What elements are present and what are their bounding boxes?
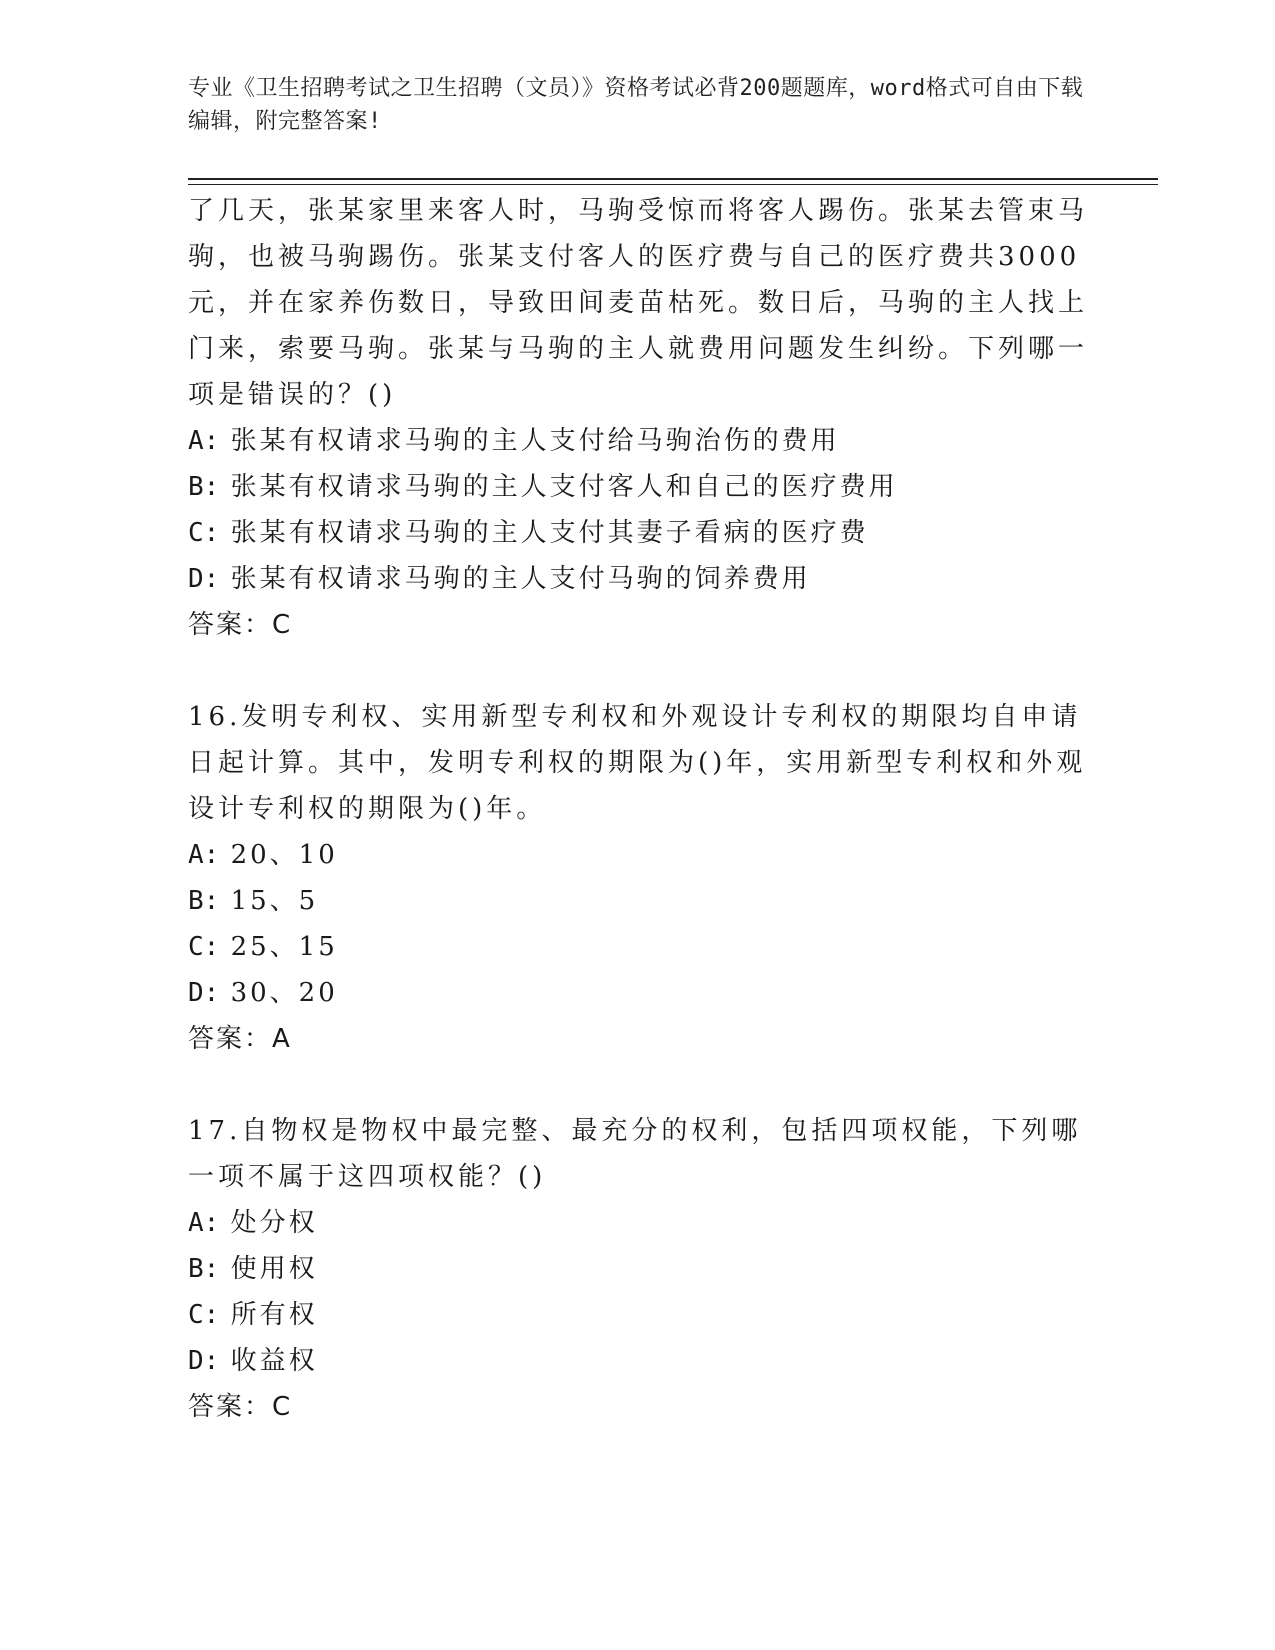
question-gap	[188, 1062, 1088, 1108]
question-list	[188, 188, 1088, 1430]
option-letter: B:	[188, 886, 220, 916]
answer-line: 答案：C	[188, 1392, 293, 1422]
option-text: 使用权	[230, 1254, 318, 1284]
option-letter: A:	[188, 1208, 220, 1238]
option-c	[188, 510, 1088, 556]
answer-line: 答案：A	[188, 1024, 292, 1054]
option-letter: C:	[188, 932, 220, 962]
option-letter: D:	[188, 1346, 220, 1376]
option-b	[188, 1246, 1088, 1292]
option-letter: A:	[188, 840, 220, 870]
option-letter: B:	[188, 472, 220, 502]
option-text: 30、20	[230, 978, 338, 1008]
option-d	[188, 970, 1088, 1016]
question-stem: 16.发明专利权、实用新型专利权和外观设计专利权的期限均自申请日起计算。其中，发明专利权的期限为()年，实用新型专利权和外观设计专利权的期限为()年。	[188, 702, 1087, 824]
option-letter: A:	[188, 426, 220, 456]
option-text: 张某有权请求马驹的主人支付给马驹治伤的费用	[230, 426, 840, 456]
option-text: 收益权	[230, 1346, 318, 1376]
option-text: 所有权	[230, 1300, 318, 1330]
option-a	[188, 832, 1088, 878]
question-block	[188, 1108, 1088, 1430]
question-block	[188, 694, 1088, 1062]
option-text: 20、10	[230, 840, 338, 870]
option-letter: D:	[188, 978, 220, 1008]
option-letter: D:	[188, 564, 220, 594]
option-text: 25、15	[230, 932, 338, 962]
option-d	[188, 1338, 1088, 1384]
page-header: 专业《卫生招聘考试之卫生招聘（文员）》资格考试必背200题题库，word格式可自由下载编辑，附完整答案!	[188, 76, 1084, 134]
option-letter: C:	[188, 1300, 220, 1330]
option-a	[188, 418, 1088, 464]
option-text: 15、5	[230, 886, 319, 916]
option-b	[188, 878, 1088, 924]
header-rule-thin	[188, 184, 1158, 185]
option-b	[188, 464, 1088, 510]
question-block	[188, 188, 1088, 648]
option-text: 处分权	[230, 1208, 318, 1238]
option-text: 张某有权请求马驹的主人支付客人和自己的医疗费用	[230, 472, 898, 502]
option-d	[188, 556, 1088, 602]
question-gap	[188, 648, 1088, 694]
option-letter: C:	[188, 518, 220, 548]
question-stem: 了几天，张某家里来客人时，马驹受惊而将客人踢伤。张某去管束马驹，也被马驹踢伤。张某支付客人的医疗费与自己的医疗费共3000元，并在家养伤数日，导致田间麦苗枯死。数日后，马驹的主人找上门来，索要马驹。张某与马驹的主人就费用问题发生纠纷。下列哪一项是错误的？()	[188, 196, 1089, 410]
option-a	[188, 1200, 1088, 1246]
option-text: 张某有权请求马驹的主人支付马驹的饲养费用	[230, 564, 811, 594]
question-stem: 17.自物权是物权中最完整、最充分的权利，包括四项权能，下列哪一项不属于这四项权能？()	[188, 1116, 1082, 1192]
option-text: 张某有权请求马驹的主人支付其妻子看病的医疗费	[230, 518, 869, 548]
header-rule-thick	[188, 178, 1158, 180]
option-letter: B:	[188, 1254, 220, 1284]
answer-line: 答案：C	[188, 610, 293, 640]
option-c	[188, 1292, 1088, 1338]
option-c	[188, 924, 1088, 970]
